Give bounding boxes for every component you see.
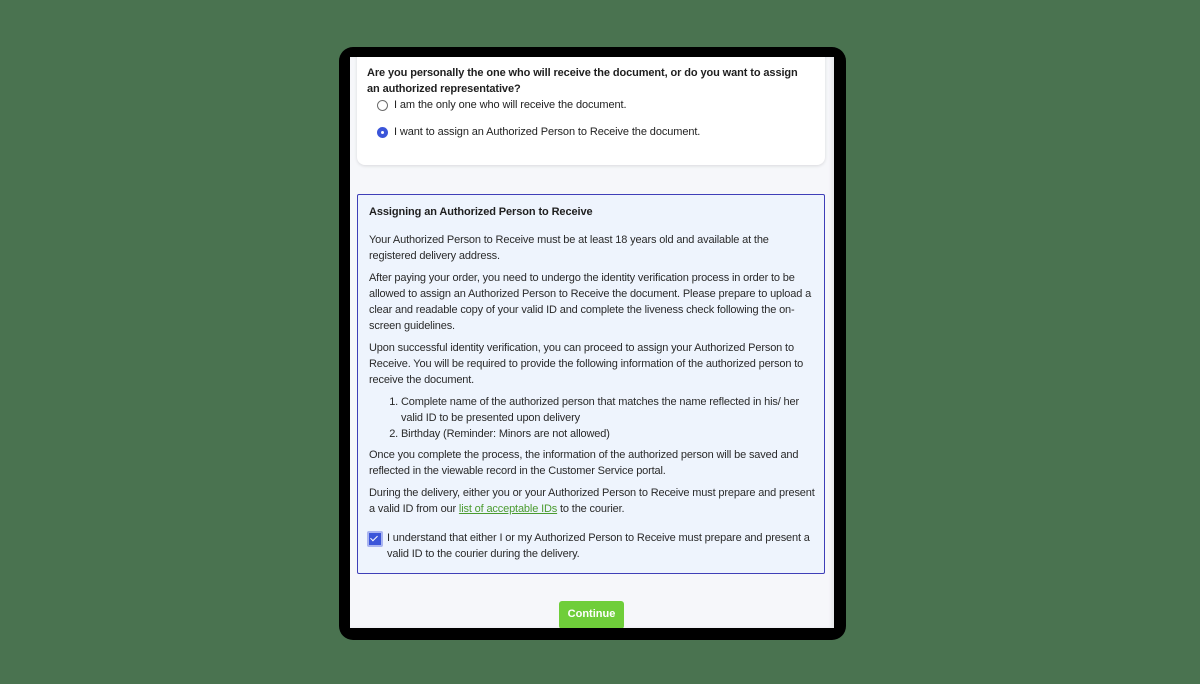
acceptable-ids-link[interactable]: list of acceptable IDs — [458, 503, 558, 515]
acknowledgement-row[interactable] — [367, 530, 813, 562]
delivery-text-suffix: to the courier. — [557, 503, 625, 515]
continue-button[interactable]: Continue — [559, 601, 624, 628]
info-paragraph-age: Your Authorized Person to Receive must be at least 18 years old and available at the registered delivery address. — [369, 234, 769, 262]
info-panel-title: Assigning an Authorized Person to Receive — [369, 206, 593, 218]
requirement-item-name: 1. Complete name of the authorized person that matches the name reflected in his/ her valid ID to be presented upon delivery — [401, 394, 815, 426]
requirements-list — [369, 394, 815, 442]
requirement-item-birthday: 2. Birthday (Reminder: Minors are not allowed) — [401, 426, 815, 442]
acknowledgement-checkbox[interactable] — [367, 531, 383, 547]
delivery-text-prefix: During the delivery, either you or your Authorized Person to Receive must prepare and present a valid ID from our — [369, 487, 815, 515]
radio-option-self[interactable] — [377, 97, 626, 113]
page-viewport — [350, 57, 834, 628]
info-panel-body — [369, 232, 815, 523]
authorized-person-info-panel — [357, 194, 825, 574]
info-paragraph-verification: After paying your order, you need to undergo the identity verification process in order to be allowed to assign an Authorized Person to Receive the document. Please prepare to upload a clear and readable copy of your valid ID and complete the liveness check following the on-screen guidelines. — [369, 272, 812, 332]
info-paragraph-delivery — [369, 485, 815, 517]
receiver-question: Are you personally the one who will receive the document, or do you want to assign an authorized representative? — [367, 67, 798, 95]
radio-unchecked-icon[interactable] — [377, 100, 388, 111]
receiver-question-card — [357, 57, 825, 165]
radio-option-label: I am the only one who will receive the document. — [394, 99, 627, 111]
info-paragraph-requirements: Upon successful identity verification, you can proceed to assign your Authorized Person to Receive. You will be required to provide the following information of the authorized person to receive the document. — [369, 342, 804, 386]
radio-checked-icon[interactable] — [377, 127, 388, 138]
radio-option-authorized-person[interactable] — [377, 124, 700, 140]
acknowledgement-label: I understand that either I or my Authorized Person to Receive must prepare and present a valid ID to the courier during the delivery. — [387, 532, 810, 560]
radio-option-label: I want to assign an Authorized Person to Receive the document. — [394, 126, 701, 138]
info-paragraph-saved-record: Once you complete the process, the information of the authorized person will be saved and reflected in the viewable record in the Customer Service portal. — [369, 449, 799, 477]
